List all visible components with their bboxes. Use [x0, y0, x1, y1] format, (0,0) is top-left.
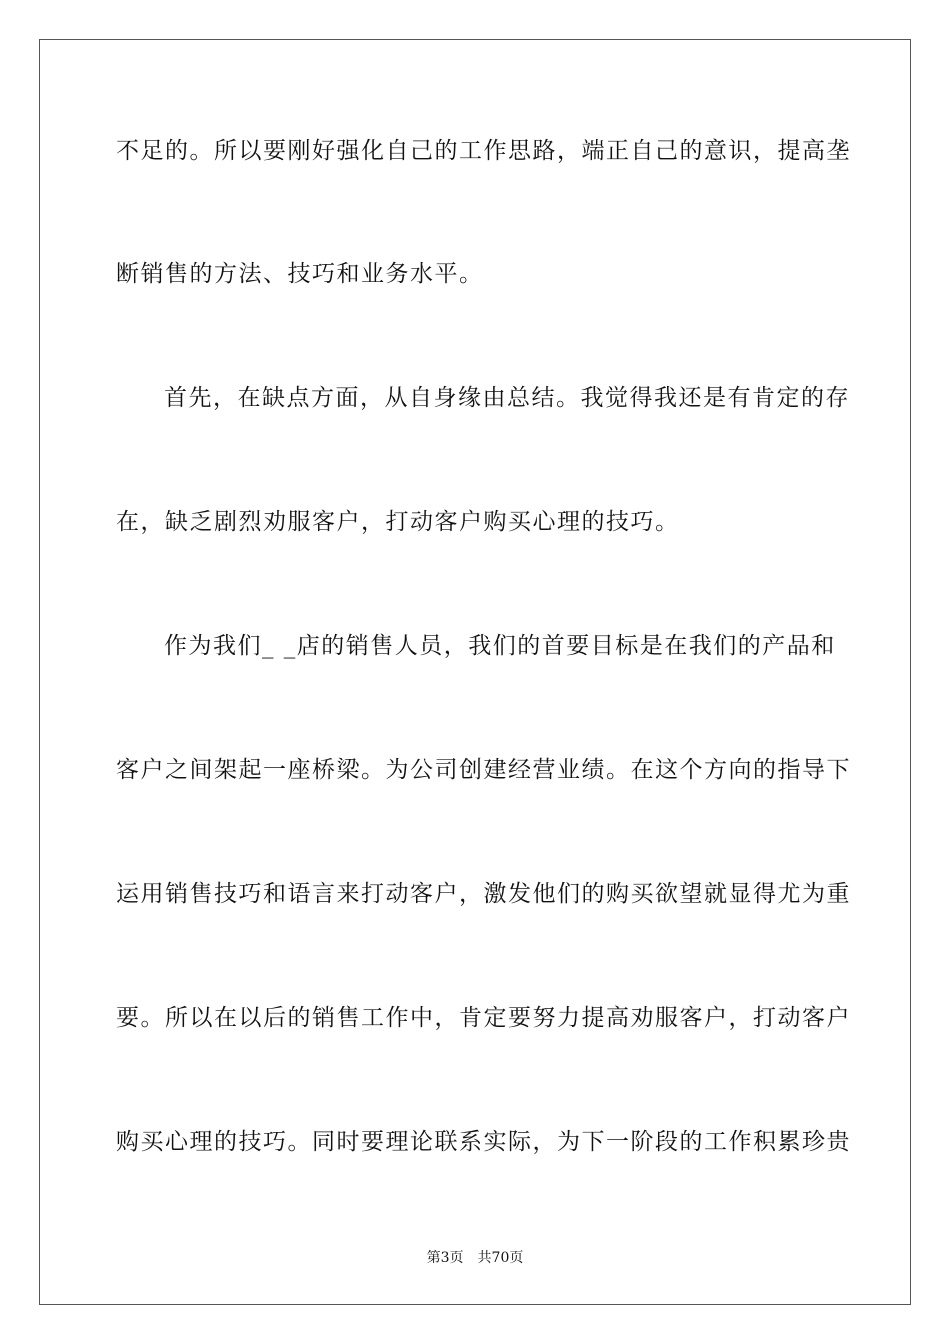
page-number: 第3页 — [426, 1250, 464, 1266]
page-frame — [39, 39, 911, 1305]
page-total: 共70页 — [477, 1250, 524, 1266]
paragraph-line: 断销售的方法、技巧和业务水平。 — [116, 261, 484, 287]
paragraph-line: 运用销售技巧和语言来打动客户，激发他们的购买欲望就显得尤为重 — [116, 881, 851, 907]
page-footer — [0, 1248, 950, 1268]
paragraph-line: 在，缺乏剧烈劝服客户，打动客户购买心理的技巧。 — [116, 509, 680, 535]
paragraph-line: 作为我们_ _店的销售人员，我们的首要目标是在我们的产品和 — [164, 633, 836, 659]
paragraph-line: 客户之间架起一座桥梁。为公司创建经营业绩。在这个方向的指导下 — [116, 757, 851, 783]
paragraph-line: 首先，在缺点方面，从自身缘由总结。我觉得我还是有肯定的存 — [164, 385, 850, 411]
paragraph-line: 不足的。所以要刚好强化自己的工作思路，端正自己的意识，提高垄 — [116, 138, 851, 164]
paragraph-line: 购买心理的技巧。同时要理论联系实际，为下一阶段的工作积累珍贵 — [116, 1129, 851, 1155]
paragraph-line: 要。所以在以后的销售工作中，肯定要努力提高劝服客户，打动客户 — [116, 1005, 851, 1031]
